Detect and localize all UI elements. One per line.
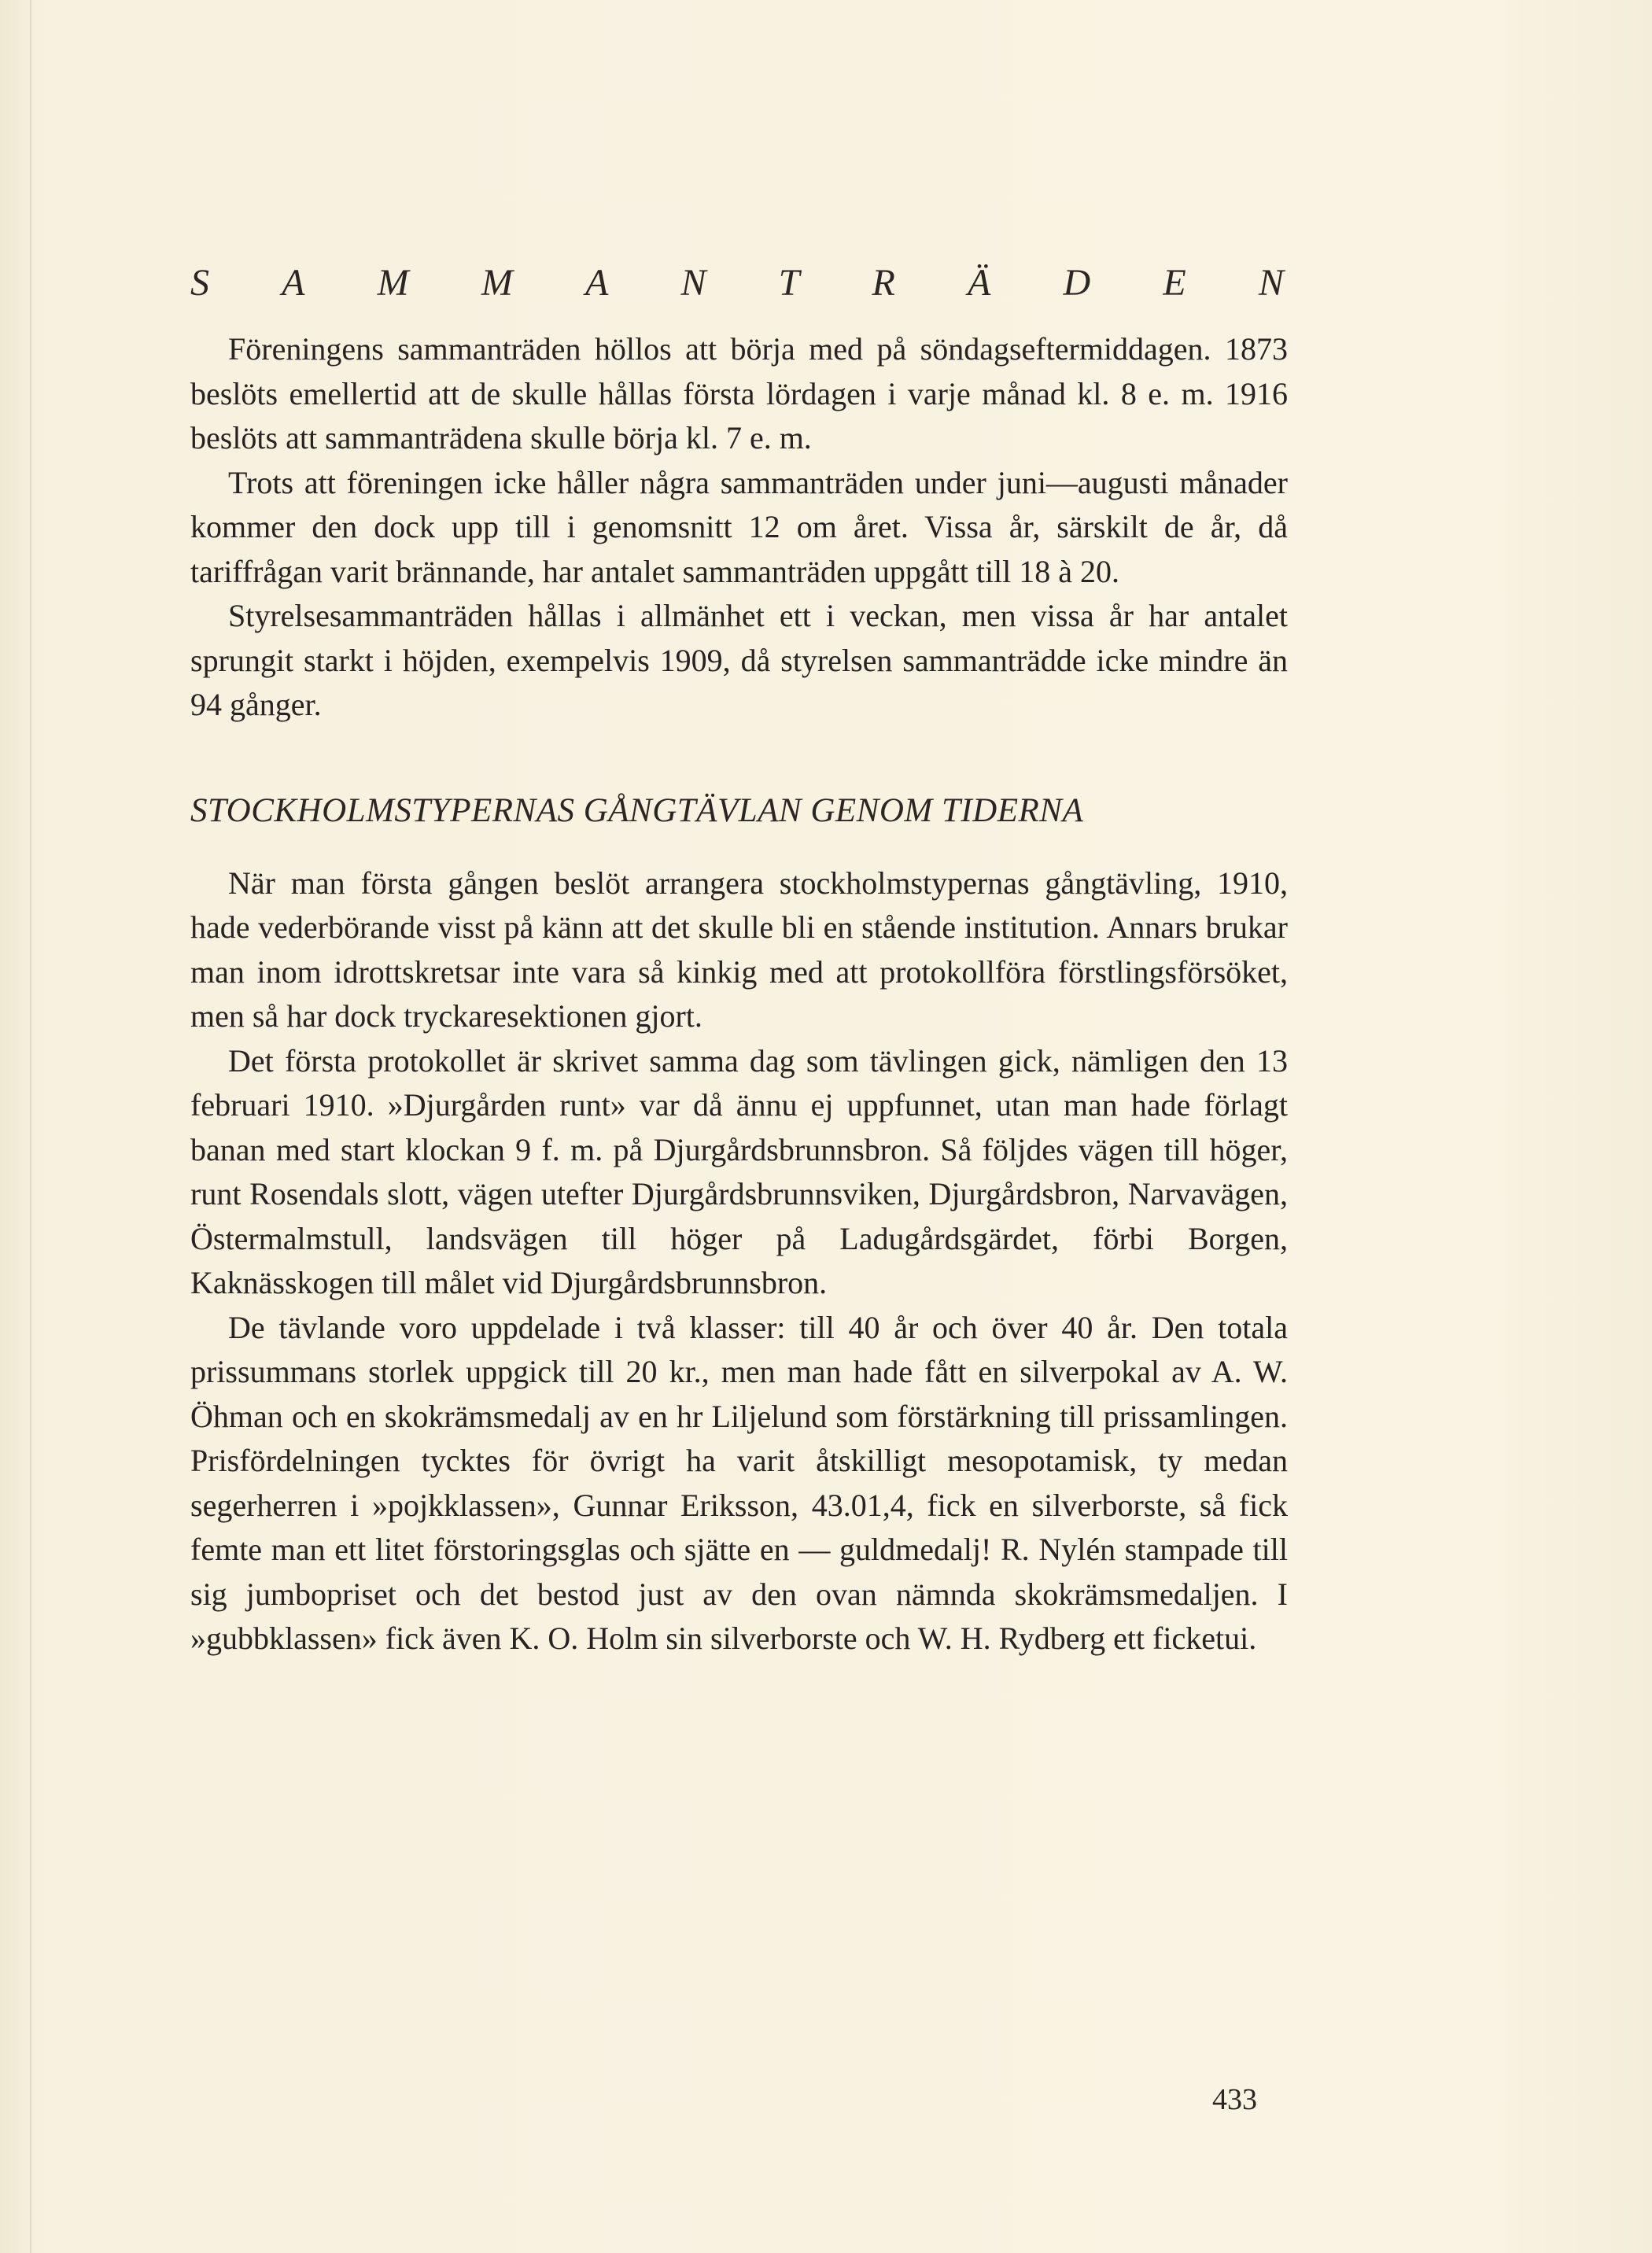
title-letter: M	[377, 262, 409, 304]
paragraph: Styrelsesammanträden hållas i allmänhet ett i veckan, men vissa år har antalet sprungit starkt i höjden, exempelvis 1909, då styrelsen sammanträdde icke mindre än 94 gånger.	[190, 598, 1288, 722]
page-edge-line	[30, 0, 31, 2253]
title-letter: A	[584, 262, 609, 304]
title-letter: N	[1258, 262, 1284, 304]
paragraph: Det första protokollet är skrivet samma dag som tävlingen gick, nämligen den 13 februari 1910. »Djurgården runt» var då ännu ej uppfunnet, utan man hade förlagt banan med start klockan 9 f. m. på Djurgårdsbrunnsbron. Så följdes vägen till höger, runt Rosendals slott, vägen utefter Djurgårdsbrunnsviken, Djurgårdsbron, Narvavägen, Östermalmstull, landsvägen till höger på Ladugårdsgärdet, förbi Borgen, Kaknässkogen till målet vid Djurgårdsbrunnsbron.	[190, 1042, 1288, 1300]
document-body	[190, 260, 1288, 1661]
title-letter: N	[680, 262, 706, 304]
title-letter: D	[1063, 262, 1091, 304]
title-letter: M	[481, 262, 513, 304]
section-title-sammantraden	[190, 260, 1284, 307]
title-letter: S	[190, 262, 209, 304]
paragraph: När man första gången beslöt arrangera stockholmstypernas gångtävling, 1910, hade vederbörande visst på känn att det skulle bli en stående institution. Annars brukar man inom idrottskretsar inte vara så kinkig med att protokollföra förstlingsförsöket, men så har dock tryckaresektionen gjort.	[190, 865, 1288, 1034]
paragraph: Trots att föreningen icke håller några sammanträden under juni—augusti månader kommer den dock upp till i genomsnitt 12 om året. Vissa år, särskilt de år, då tariffrågan varit brännande, har antalet sammanträden uppgått till 18 à 20.	[190, 464, 1288, 589]
page-number: 433	[1212, 2083, 1257, 2116]
paragraph: De tävlande voro uppdelade i två klasser: till 40 år och över 40 år. Den totala prissummans storlek uppgick till 20 kr., men man hade fått en silverpokal av A. W. Öhman och en skokrämsmedalj av en hr Liljelund som förstärkning till prissamlingen. Prisfördelningen tycktes för övrigt ha varit åtskilligt mesopotamisk, ty medan segerherren i »pojkklassen», Gunnar Eriksson, 43.01,4, fick en silverborste, så fick femte man ett litet förstoringsglas och sjätte en — guldmedalj! R. Nylén stampade till sig jumbopriset och det bestod just av den ovan nämnda skokrämsmedaljen. I »gubbklassen» fick även K. O. Holm sin silverborste och W. H. Rydberg ett ficketui.	[190, 1309, 1288, 1656]
title-letter: T	[778, 262, 800, 304]
title-letter: E	[1163, 262, 1186, 304]
title-letter: Ä	[968, 262, 991, 304]
section-title-gangtavlan: STOCKHOLMSTYPERNAS GÅNGTÄVLAN GENOM TIDERNA	[190, 791, 1084, 829]
title-letter: R	[872, 262, 895, 304]
title-letter: A	[282, 262, 305, 304]
paragraph: Föreningens sammanträden höllos att börja med på söndagseftermiddagen. 1873 beslöts emellertid att de skulle hållas första lördagen i varje månad kl. 8 e. m. 1916 beslöts att sammanträdena skulle börja kl. 7 e. m.	[190, 331, 1288, 455]
